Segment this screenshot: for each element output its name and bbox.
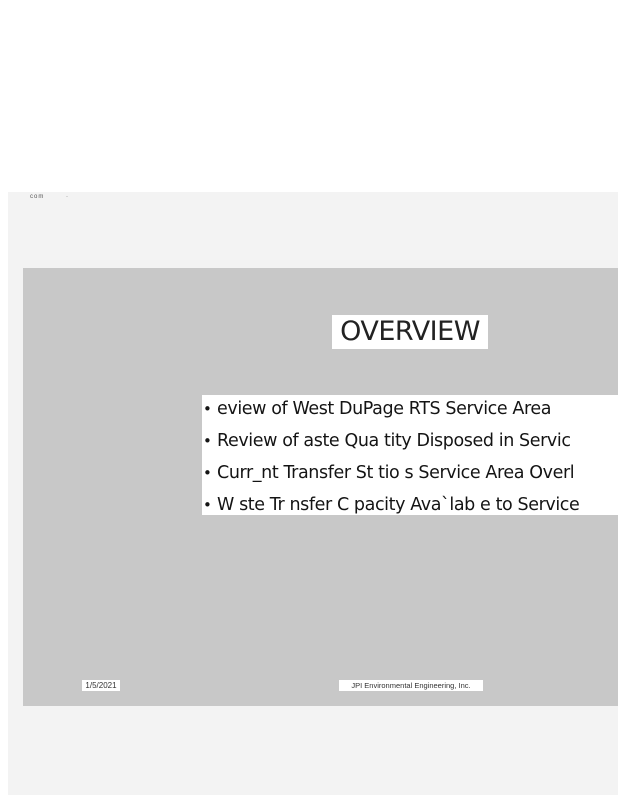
bullet-list: [202, 395, 618, 515]
bullet-item: • Curr_nt Transfer St tio s Service Area Overl: [202, 459, 618, 491]
slide-footer-company: JPI Environmental Engineering, Inc.: [339, 680, 483, 691]
bullet-item: • eview of West DuPage RTS Service Area: [202, 395, 618, 427]
slide: [23, 268, 618, 706]
header-dot: ·: [66, 194, 68, 200]
bullet-item: • W ste Tr nsfer C pacity Ava`lab e to Service: [202, 491, 618, 523]
slide-footer-date: 1/5/2021: [82, 680, 120, 691]
header-mark: com: [30, 194, 45, 200]
slide-title: OVERVIEW: [332, 315, 488, 349]
bullet-item: • Review of aste Qua tity Disposed in Servic: [202, 427, 618, 459]
